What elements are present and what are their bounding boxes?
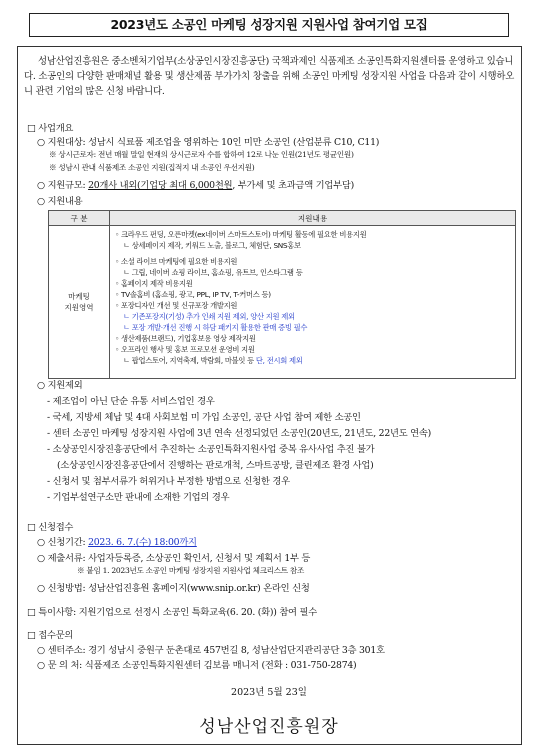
list-item: ◦ 홈페이지 제작 비용지원 [115,279,193,288]
list-item-exception: 단, 전시회 제외 [255,356,303,365]
section-contact-heading: □ 접수문의 [27,630,74,641]
list-item: ◦ 크라우드 펀딩, 오픈마켓(ex네이버 스마트스토어) 마케팅 활동에 필요한 비용지원 [115,230,367,239]
section-apply-heading: □ 신청접수 [27,522,74,533]
apply-docs: ○ 제출서류: 사업자등록증, 소상공인 확인서, 신청서 및 계획서 1부 등 [37,553,311,564]
exclusion-item: - 센터 소공인 마케팅 성장지원 사업에 3년 연속 선정되었던 소공인(20년도, 21년도, 22년도 연속) [47,428,432,439]
support-target: ○ 지원대상: 성남시 식료품 제조업을 영위하는 10인 미만 소공인 (산업분류 C10, C11) [37,137,380,148]
table-header-content: 지원내용 [110,211,516,226]
table-header-category: 구 분 [49,211,110,226]
apply-method: ○ 신청방법: 성남산업진흥원 홈페이지(www.snip.or.kr) 온라인 신청 [37,583,310,594]
target-note-2: ※ 성남시 관내 식품제조 소공인 지원(집적지 내 소공인 우선지원) [49,163,255,172]
table-header-row [49,211,516,226]
list-item: ◦ 오프라인 행사 및 홍보 프로모션 운영비 지원 [115,345,255,354]
support-scale-amount: 20개사 내외(기업당 최대 6,000천원 [88,180,233,191]
exclusion-heading: ○ 지원제외 [37,380,83,391]
support-content-table [48,210,516,379]
table-row [49,226,516,379]
exclusion-item: - 소상공인시장진흥공단에서 추진하는 소공인특화지원사업 중복 유사사업 추진 불가 [47,444,375,455]
signature: 성남산업진흥원장 [199,717,339,737]
exclusion-item: - 기업부설연구소만 판내에 소재한 기업의 경우 [47,492,230,503]
support-scale-label: ○ 지원규모: [37,180,89,191]
intro-paragraph: 성남산업진흥원은 중소벤처기업부(소상공인시장진흥공단) 국책과제인 식품제조 소공인특화지원센터를 운영하고 있습니다. 소공인의 다양한 판매채널 활용 및 생산제품 부가가치 창출을 위해 소공인 마케팅 성장지원 사업을 다음과 같이 시행하오니 관련 기업의 많은 신청 바랍니다. [24,56,515,97]
list-item: ◦ TV솔홈비 (홈쇼핑, 광고, PPL, IP TV, T-커머스 등) [115,290,271,299]
support-scale-rest: , 부가세 및 초과금액 기업부담) [232,180,354,191]
list-item: ◦ 소셜 라이브 마케팅에 필요한 비용지원 [115,257,238,266]
list-item: ◦ 생산제품(브랜드), 기업홍보용 영상 제작지원 [115,334,256,343]
list-item [123,356,302,366]
section-overview-heading: □ 사업개요 [27,123,74,134]
category-line-2: 지원영역 [64,303,94,312]
apply-docs-note: ※ 붙임 1. 2023년도 소공인 마케팅 성장지원 지원사업 체크리스트 참조 [77,566,304,575]
list-item: ㄴ 그립, 네이버 쇼핑 라이브, 홈쇼핑, 유트브, 인스타그램 등 [123,268,303,277]
document-date: 2023년 5월 23일 [231,687,307,698]
contact-person: ○ 문 의 처: 식품제조 소공인특화지원센터 김보름 매니저 (전화 : 031-750-2874) [37,660,357,671]
support-scale [37,177,354,191]
category-line-1: 마케팅 [68,292,90,301]
list-item: ㄴ 상세페이지 제작, 키워드 노출, 블로그, 체험단, SNS홍보 [123,241,301,250]
list-item: ㄴ 포장 개발·개선 진행 시 하담 패키지 활용한 판매 증빙 필수 [123,323,308,332]
exclusion-item: (소상공인시장진흥공단에서 진행하는 판로개척, 스마트공방, 클린제조 환경 사업) [57,460,374,471]
list-item: ◦ 포장디자인 개선 및 신규포장 개발지원 [115,301,238,310]
special-notice: □ 특이사항: 지원기업으로 선정시 소공인 특화교육(6. 20. (화)) 참여 필수 [27,607,317,618]
apply-period-label: ○ 신청기간: [37,537,89,548]
exclusion-item: - 국세, 지방세 체납 및 4대 사회보험 미 가입 소공인, 공단 사업 참여 제한 소공인 [47,412,361,423]
apply-period [37,534,197,548]
exclusion-item: - 제조업이 아닌 단순 유통 서비스업인 경우 [47,396,215,407]
table-category-cell [49,226,110,379]
target-note-1: ※ 상시근로자: 전년 매월 말일 현재의 상시근로자 수를 합하여 12로 나눈 인원(21년도 평균인원) [49,150,354,159]
exclusion-item: - 신청서 및 첨부서류가 허위거나 부정한 방법으로 신청한 경우 [47,476,290,487]
table-content-cell [110,226,516,379]
list-item: ㄴ 기존포장지(기성) 추가 인쇄 지원 제외, 양산 지원 제외 [123,312,295,321]
apply-period-value: 2023. 6. 7.(수) 18:00까지 [88,537,197,548]
page-title: 2023년도 소공인 마케팅 성장지원 지원사업 참여기업 모집 [29,13,509,37]
support-content-heading: ○ 지원내용 [37,196,83,207]
list-item-text: ㄴ 팝업스토어, 지역축제, 박람회, 마블잇 등 [123,356,256,365]
contact-address: ○ 센터주소: 경기 성남시 중원구 둔촌대로 457번길 8, 성남산업단지관리공단 3층 301호 [37,645,385,656]
